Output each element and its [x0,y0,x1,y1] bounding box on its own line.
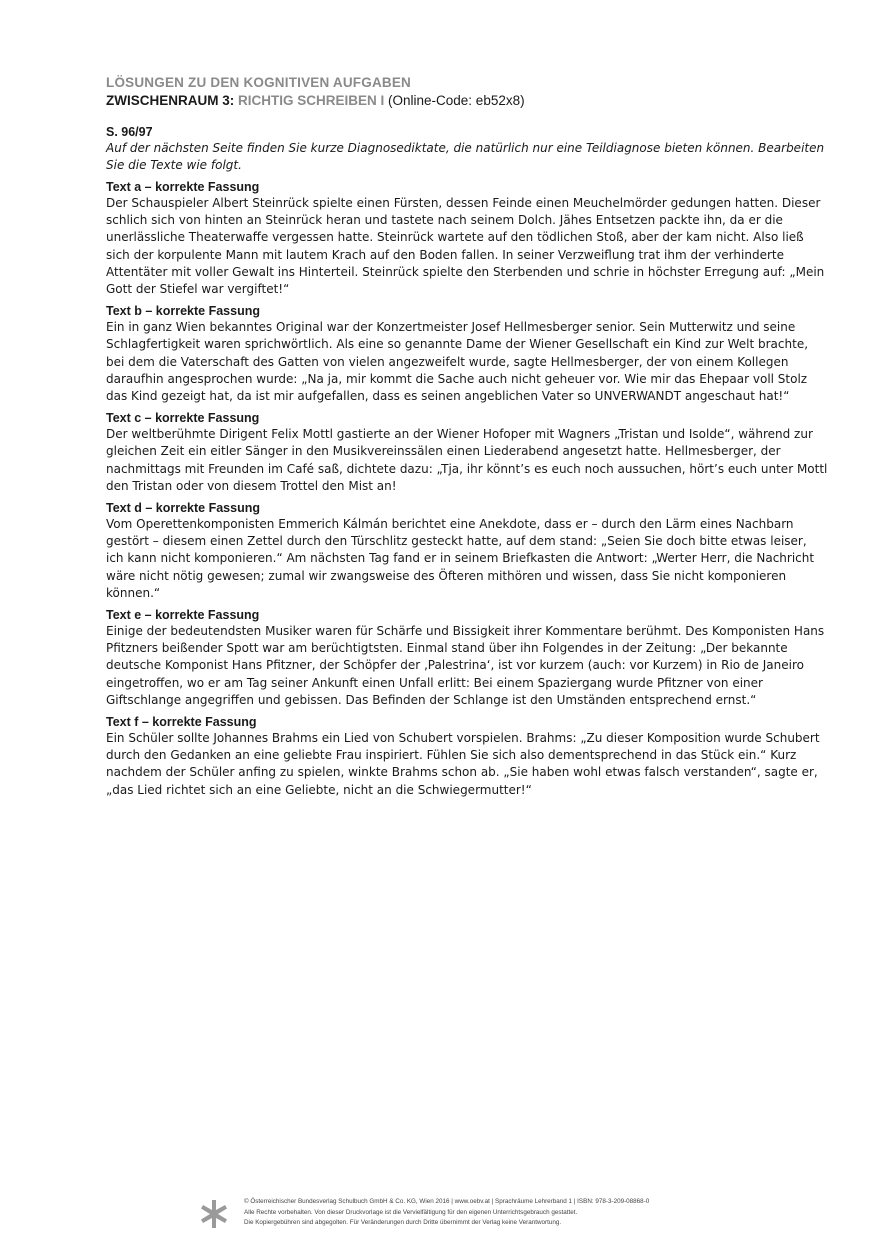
section-body: Ein Schüler sollte Johannes Brahms ein Lied von Schubert vorspielen. Brahms: „Zu dieser Komposition wurde Schubert durch den Gedanken an eine geliebte Frau inspiriert. Fühlen Sie sich also dementsprechend in das Stück ein.“ Kurz nachdem der Schüler anfing zu spielen, winkte Brahms schon ab. „Sie haben wohl etwas falsch verstanden“, sagte er, „das Lied richtet sich an eine Geliebte, nicht an die Schwiegermutter!“ [106,731,820,797]
text-section-a [106,179,828,298]
footer-line: © Österreichischer Bundesverlag Schulbuch GmbH & Co. KG, Wien 2016 | www.oebv.at | Sprachräume Lehrerband 1 | ISBN: 978-3-209-08868-0 [244,1198,650,1205]
chapter-title [106,92,828,110]
publisher-logo-icon [198,1198,230,1230]
section-title: Text a – korrekte Fassung [106,180,260,194]
text-section-f [106,714,828,799]
section-title: Text f – korrekte Fassung [106,715,257,730]
section-body: Einige der bedeutendsten Musiker waren für Schärfe und Bissigkeit ihrer Kommentare berühmt. Des Komponisten Hans Pfitzners beißender Spott war am berüchtigtsten. Einmal stand über ihn Folgendes in der Zeitung: „Der bekannte deutsche Komponist Hans Pfitzner, der Schöpfer der ‚Palestrina‘, ist vor kurzem (auch: vor Kurzem) in Rio de Janeiro eingetroffen, wo er am Tag seiner Ankunft einen Unfall erlitt: Bei einem Spaziergang wurde Pfitzner von einer Giftschlange angegriffen und gebissen. Das Befinden der Schlange ist den Umständen entsprechend ernst.“ [106,624,825,707]
intro-text: Auf der nächsten Seite finden Sie kurze Diagnosediktate, die natürlich nur eine Teildiagnose bieten können. Bearbeiten Sie die Texte wie folgt. [106,141,825,172]
text-section-e [106,607,828,709]
footer-copyright [244,1197,649,1229]
chapter-topic: RICHTIG SCHREIBEN I [238,93,385,108]
section-body: Vom Operettenkomponisten Emmerich Kálmán berichtet eine Anekdote, dass er – durch den Lärm eines Nachbarn gestört – diesem einen Zettel durch den Türschlitz gesteckt hatte, auf dem stand: „Seien Sie doch bitte etwas leiser, ich kann nicht komponieren.“ Am nächsten Tag fand er in seinem Briefkasten die Antwort: „Werter Herr, die Nachricht wäre nicht nötig gewesen; zumal wir zwangsweise des Öfteren mithören und wissen, dass Sie nicht komponieren können.“ [106,517,815,600]
section-body: Ein in ganz Wien bekanntes Original war der Konzertmeister Josef Hellmesberger senior. Sein Mutterwitz und seine Schlagfertigkeit waren sprichwörtlich. Als eine so genannte Dame der Wiener Gesellschaft ein Kind zur Welt brachte, bei dem die Vaterschaft des Gatten von vielen angezweifelt wurde, sagte Hellmesberger, der von einem Kollegen daraufhin angesprochen wurde: „Na ja, mir kommt die Sache auch nicht geheuer vor. Wie mir das Ehepaar voll Stolz das Kind gezeigt hat, da ist mir aufgefallen, dass es seinen angeblichen Vater so UNVERWANDT angeschaut hat!“ [106,320,809,404]
page-footer [198,1196,758,1232]
footer-line: Alle Rechte vorbehalten. Von dieser Druckvorlage ist die Vervielfältigung für den eigenen Unterrichtsgebrauch gestattet. [244,1208,578,1216]
section-title: Text b – korrekte Fassung [106,304,260,319]
text-section-c [106,410,828,495]
page-reference: S. 96/97 [106,125,153,139]
document-page [106,74,828,799]
section-body: Der weltberühmte Dirigent Felix Mottl gastierte an der Wiener Hofoper mit Wagners „Tristan und Isolde“, während zur gleichen Zeit ein eitler Sänger in den Musikvereinssälen einen Liederabend angesetzt hatte. Hellmesberger, der nachmittags mit Freunden im Café saß, dichtete dazu: „Tja, ihr könnt’s es euch noch aussuchen, hört’s euch unter Mottl den Tristan oder von diesem Trottel den Mist an! [106,427,828,493]
section-title: Text d – korrekte Fassung [106,501,260,516]
online-code: (Online-Code: eb52x8) [384,93,525,108]
section-title: Text c – korrekte Fassung [106,411,260,426]
text-section-d [106,500,828,602]
section-kicker: LÖSUNGEN ZU DEN KOGNITIVEN AUFGABEN [106,75,412,90]
chapter-number: ZWISCHENRAUM 3: [106,93,238,108]
text-section-b [106,303,828,405]
section-body: Der Schauspieler Albert Steinrück spielte einen Fürsten, dessen Feinde einen Meuchelmörder gedungen hatten. Dieser schlich sich von hinten an Steinrück heran und tastete nach seinem Dolch. Jähes Entsetzen packte ihn, da er die unerlässliche Theaterwaffe vergessen hatte. Steinrück wartete auf den tödlichen Stoß, aber der kam nicht. Also ließ sich der korpulente Mann mit lautem Krach auf den Boden fallen. In seiner Verzweiflung trat ihm der verhinderte Attentäter mit voller Gewalt ins Hinterteil. Steinrück spielte den Sterbenden und schrie in höchster Erregung auf: „Mein Gott der Stiefel war vergiftet!“ [106,196,825,297]
footer-line: Die Kopiergebühren sind abgegolten. Für Veränderungen durch Dritte übernimmt der Verlag keine Verantwortung. [244,1219,562,1226]
section-title: Text e – korrekte Fassung [106,608,260,623]
